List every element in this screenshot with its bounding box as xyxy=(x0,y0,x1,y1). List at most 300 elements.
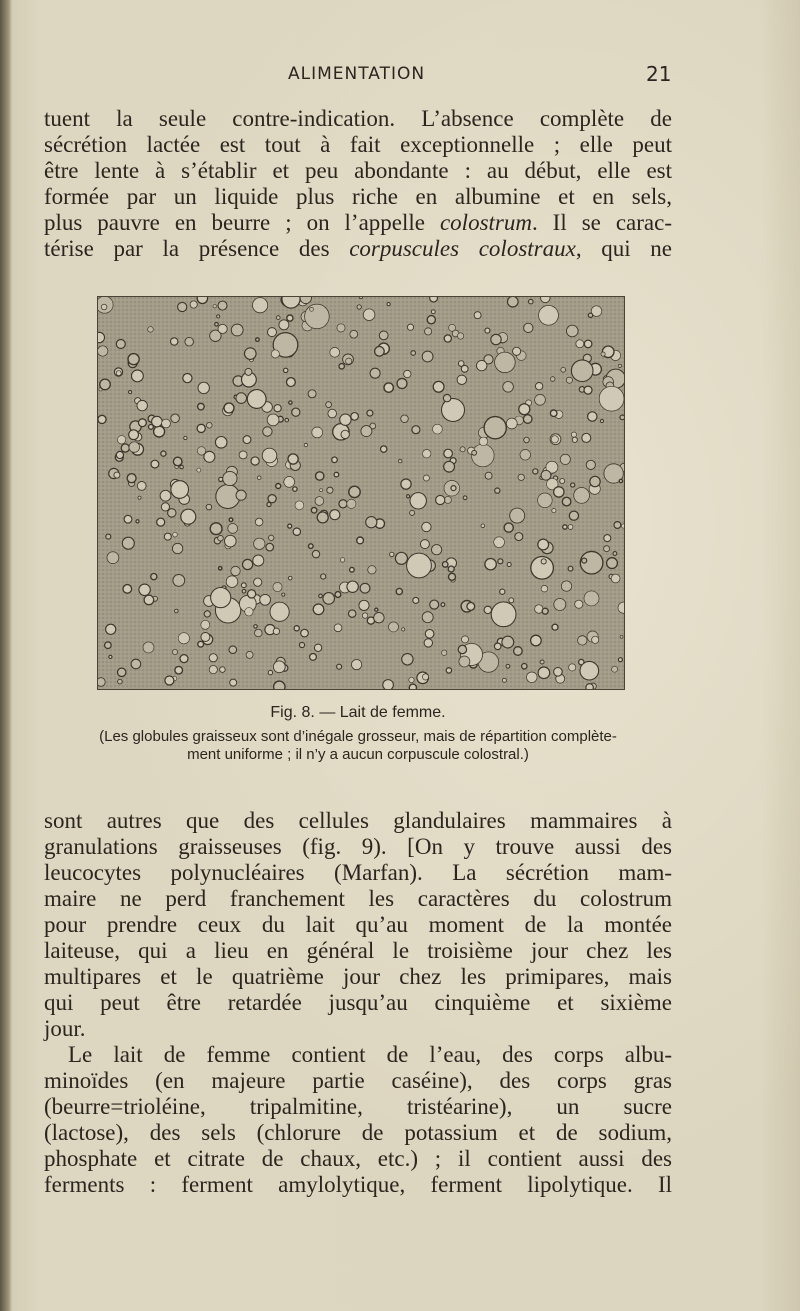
fat-globule xyxy=(410,510,415,515)
fat-globule xyxy=(173,532,178,537)
fat-globule xyxy=(313,604,324,615)
fat-globule xyxy=(467,603,475,611)
fat-globule xyxy=(607,558,618,569)
fat-globule xyxy=(472,450,477,455)
fat-globule xyxy=(390,552,394,556)
fat-globule xyxy=(352,660,362,670)
fat-globule xyxy=(569,664,576,671)
fat-globule xyxy=(185,337,194,346)
fat-globule xyxy=(288,524,292,528)
fat-globule xyxy=(285,418,289,422)
figure-label: Fig. 8. — Lait de femme. xyxy=(270,704,446,721)
fat-globule xyxy=(137,482,146,491)
fat-globule xyxy=(236,490,246,500)
fat-globule xyxy=(180,655,188,663)
fat-globule xyxy=(566,377,572,383)
fat-globule xyxy=(255,518,263,526)
fat-globule xyxy=(494,537,505,548)
fat-globule xyxy=(243,559,253,569)
fat-globule xyxy=(375,347,385,357)
fat-globule xyxy=(359,600,369,610)
fat-globule xyxy=(618,364,621,367)
fat-globule xyxy=(381,446,387,452)
fat-globule xyxy=(481,524,485,528)
fat-globule xyxy=(180,465,184,469)
fat-globule xyxy=(282,593,285,596)
fat-globule xyxy=(127,474,136,483)
fat-globule xyxy=(231,324,243,336)
fat-globule xyxy=(569,511,578,520)
fat-globule xyxy=(422,351,433,362)
fat-globule xyxy=(340,414,351,425)
term-corpuscules: corpuscules colostraux xyxy=(349,236,576,261)
fat-globule xyxy=(574,488,590,504)
fat-globule xyxy=(154,426,165,437)
fat-globule xyxy=(359,297,362,299)
fat-globule xyxy=(239,451,247,459)
fat-globule xyxy=(506,418,517,429)
fat-globule xyxy=(101,304,107,310)
fat-globule xyxy=(444,496,451,503)
fat-globule xyxy=(451,486,456,491)
fat-globule xyxy=(604,546,610,552)
fat-globule xyxy=(404,370,411,377)
fat-globule xyxy=(457,375,466,384)
fat-globule xyxy=(430,600,439,609)
text-line: pour prendre ceux du lait qu’au moment de la montée xyxy=(44,912,672,937)
fat-globule xyxy=(310,307,314,311)
fat-globule xyxy=(432,545,442,555)
fat-globule xyxy=(563,525,567,529)
fat-globule xyxy=(260,594,271,605)
fat-globule xyxy=(461,365,468,372)
fat-globule xyxy=(407,495,410,498)
fat-globule xyxy=(413,597,419,603)
fat-globule xyxy=(448,566,454,572)
fat-globule xyxy=(374,613,384,623)
fat-globule xyxy=(151,460,159,468)
fat-globule xyxy=(211,588,231,608)
fat-globule xyxy=(219,567,222,570)
fat-globule xyxy=(312,427,323,438)
fat-globule xyxy=(299,642,304,647)
fat-globule xyxy=(346,358,352,364)
fat-globule xyxy=(409,684,416,689)
term-colostrum: colostrum xyxy=(439,210,532,235)
fat-globule xyxy=(527,672,538,683)
fat-globule xyxy=(361,426,372,437)
text-run: , qui ne xyxy=(575,236,672,261)
fat-globule xyxy=(165,676,174,685)
fat-globule xyxy=(254,625,257,628)
fat-globule xyxy=(266,543,274,551)
fat-globule xyxy=(500,589,505,594)
fat-globule xyxy=(209,654,217,662)
fat-globule xyxy=(116,340,125,349)
fat-globule xyxy=(424,639,432,647)
fat-globule xyxy=(433,424,443,434)
fat-globule xyxy=(420,540,429,549)
fat-globule xyxy=(379,331,388,340)
fat-globule xyxy=(315,497,324,506)
text-line xyxy=(44,210,672,236)
fat-globule xyxy=(184,436,187,439)
fat-globule xyxy=(219,477,223,481)
fat-globule xyxy=(552,624,558,630)
fat-globule xyxy=(215,323,219,327)
fat-globule xyxy=(98,415,106,423)
fat-globule xyxy=(172,649,177,654)
fat-globule xyxy=(620,635,623,638)
text-line: qui peut être retardée jusqu’au cinquième et sixième xyxy=(44,990,672,1015)
text-line: granulations graisseuses (fig. 9). [On y trouve aussi des xyxy=(44,834,672,859)
fat-globule xyxy=(245,608,253,616)
fat-globule xyxy=(334,472,339,477)
fat-globule xyxy=(224,403,234,413)
fat-globule xyxy=(241,583,246,588)
fat-globule xyxy=(270,602,289,621)
fat-globule xyxy=(164,533,171,540)
fat-globule xyxy=(181,509,196,524)
fat-globule xyxy=(171,338,178,345)
text-line: minoïdes (en majeure partie caséine), des corps gras xyxy=(44,1068,672,1093)
fat-globule xyxy=(514,647,523,656)
fat-globule xyxy=(444,461,455,472)
fat-globule xyxy=(535,394,546,405)
fat-globule xyxy=(138,496,141,499)
fat-globule xyxy=(410,493,426,509)
fat-globule xyxy=(363,309,375,321)
fat-globule xyxy=(387,303,390,306)
fat-globule xyxy=(571,432,576,437)
fat-globule xyxy=(107,552,119,564)
fat-globule xyxy=(584,591,599,606)
fat-globule xyxy=(520,450,531,461)
fat-globule xyxy=(611,574,620,583)
fat-globule xyxy=(148,327,154,333)
fat-globule xyxy=(151,574,157,580)
running-title: ALIMENTATION xyxy=(288,64,426,84)
fat-globule xyxy=(175,609,179,613)
fat-globule xyxy=(310,654,317,661)
fat-globule xyxy=(255,629,263,637)
fat-globule xyxy=(561,367,566,372)
fat-globule xyxy=(442,399,465,422)
fat-globule xyxy=(560,454,570,464)
fat-globule xyxy=(274,681,285,689)
fat-globule xyxy=(330,347,340,357)
fat-globule xyxy=(251,457,259,465)
text-line: multipares et le quatrième jour chez les primipares, mais xyxy=(44,964,672,989)
fat-globule xyxy=(539,305,559,325)
fat-globule xyxy=(116,371,121,376)
fat-globule xyxy=(327,487,333,493)
fat-globule xyxy=(304,443,307,446)
fat-globule xyxy=(263,427,272,436)
fat-globule xyxy=(201,633,210,642)
fat-globule xyxy=(409,677,414,682)
fat-globule xyxy=(217,315,220,318)
fat-globule xyxy=(485,472,492,479)
fat-globule xyxy=(116,451,123,458)
fat-globule xyxy=(305,304,330,329)
text-line: être lente à s’établir et peu abondante : au début, elle est xyxy=(44,158,672,183)
fat-globule xyxy=(190,301,197,308)
fat-globule xyxy=(123,585,132,594)
fat-globule xyxy=(218,301,227,310)
fat-globule xyxy=(288,576,292,580)
fat-globule xyxy=(584,340,592,348)
fat-globule xyxy=(436,495,445,504)
fat-globule xyxy=(178,633,189,644)
fat-globule xyxy=(567,325,579,337)
fat-globule xyxy=(425,630,434,639)
fat-globule xyxy=(209,666,217,674)
fat-globule xyxy=(515,533,523,541)
fat-globule xyxy=(357,537,364,544)
fat-globule xyxy=(518,474,524,480)
fat-globule xyxy=(572,437,577,442)
fat-globule xyxy=(582,558,587,563)
fat-globule xyxy=(288,454,298,464)
fat-globule xyxy=(273,628,279,634)
fat-globule xyxy=(491,602,516,627)
fat-globule xyxy=(213,305,216,308)
fat-globule xyxy=(204,451,215,462)
fat-globule xyxy=(524,437,530,443)
fat-globule xyxy=(485,559,496,570)
fat-globule xyxy=(337,664,342,669)
text-line: phosphate et citrate de chaux, etc.) ; il contient aussi des xyxy=(44,1146,672,1171)
page-number: 21 xyxy=(646,62,672,86)
fat-globule xyxy=(535,383,542,390)
fat-globule xyxy=(228,524,238,534)
fat-globule xyxy=(541,470,551,480)
fat-globule xyxy=(295,501,304,510)
fat-globule xyxy=(274,405,281,412)
fat-globule xyxy=(198,403,205,410)
fat-globule xyxy=(366,517,377,528)
fat-globule xyxy=(522,664,527,669)
fat-globule xyxy=(118,668,126,676)
fat-globule xyxy=(323,593,335,605)
fat-globule xyxy=(350,330,358,338)
fat-globule xyxy=(229,646,237,654)
fat-globule xyxy=(586,684,593,689)
fat-globule xyxy=(529,299,534,304)
fat-globule xyxy=(197,424,205,432)
fat-globule xyxy=(495,352,516,373)
fat-globule xyxy=(479,437,488,446)
fat-globule xyxy=(98,332,105,342)
fat-globule xyxy=(524,323,533,332)
fat-globule xyxy=(513,347,521,355)
fat-globule xyxy=(540,660,544,664)
text-line xyxy=(44,236,672,262)
fat-globule xyxy=(340,558,344,562)
fat-globule xyxy=(236,393,247,404)
fat-globule xyxy=(491,334,501,344)
fat-globule xyxy=(533,469,538,474)
fat-globule xyxy=(248,590,256,598)
fat-globule xyxy=(422,674,428,680)
fat-globule xyxy=(262,448,277,463)
fat-globule xyxy=(220,667,226,673)
fat-globule xyxy=(316,472,324,480)
fat-globule xyxy=(267,502,271,506)
fat-globule xyxy=(301,629,309,637)
fat-globule xyxy=(401,415,409,423)
fat-globule xyxy=(444,449,453,458)
fat-globule xyxy=(271,350,279,358)
fat-globule xyxy=(407,553,432,578)
fat-globule xyxy=(459,656,470,667)
text-line: leucocytes polynucléaires (Marfan). La sécrétion mam- xyxy=(44,860,672,885)
fat-globule xyxy=(246,651,253,658)
fat-globule xyxy=(289,401,292,404)
fat-globule xyxy=(484,606,491,613)
milk-globules-illustration xyxy=(98,297,624,689)
fat-globule xyxy=(396,588,402,594)
fat-globule xyxy=(243,436,251,444)
book-spine-shadow xyxy=(0,0,12,1311)
fat-globule xyxy=(171,414,180,423)
fat-globule xyxy=(117,436,125,444)
figure-micrograph xyxy=(97,296,625,690)
fat-globule xyxy=(586,460,595,469)
fat-globule xyxy=(531,635,542,646)
fat-globule xyxy=(268,670,272,674)
fat-globule xyxy=(139,584,150,595)
fat-globule xyxy=(321,574,326,579)
fat-globule xyxy=(312,550,319,557)
fat-globule xyxy=(510,508,525,523)
fat-globule xyxy=(105,642,112,649)
fat-globule xyxy=(330,510,340,520)
fat-globule xyxy=(121,444,129,452)
fat-globule xyxy=(129,442,140,453)
fat-globule xyxy=(287,315,293,321)
fat-globule xyxy=(332,457,338,463)
fat-globule xyxy=(519,404,530,415)
fat-globule xyxy=(444,335,451,342)
fat-globule xyxy=(256,338,260,342)
fat-globule xyxy=(98,346,108,356)
fat-globule xyxy=(168,509,176,517)
fat-globule xyxy=(541,585,548,592)
fat-globule xyxy=(446,668,451,673)
fat-globule xyxy=(411,351,416,356)
fat-globule xyxy=(225,535,237,547)
fat-globule xyxy=(143,642,154,653)
fat-globule xyxy=(311,507,317,513)
fat-globule xyxy=(198,382,209,393)
fat-globule xyxy=(588,313,592,317)
fat-globule xyxy=(292,408,300,416)
fat-globule xyxy=(132,370,144,382)
fat-globule xyxy=(590,476,600,486)
fat-globule xyxy=(183,374,192,383)
fat-globule xyxy=(245,368,252,375)
text-line: (lactose), des sels (chlorure de potassium et de sodium, xyxy=(44,1120,672,1145)
fat-globule xyxy=(542,608,548,614)
fat-globule xyxy=(620,415,624,420)
fat-globule xyxy=(463,496,467,500)
fat-globule xyxy=(106,624,116,634)
fat-globule xyxy=(317,512,328,523)
fat-globule xyxy=(422,522,431,531)
fat-globule xyxy=(351,413,359,421)
fat-globule xyxy=(604,535,611,542)
fat-globule xyxy=(485,328,490,333)
figure-note-line: (Les globules graisseux sont d’inégale grosseur, mais de répartition complète- xyxy=(99,728,617,745)
fat-globule xyxy=(571,483,575,487)
fat-globule xyxy=(368,566,376,574)
fat-globule xyxy=(347,581,358,592)
text-line: sécrétion lactée est tout à fait exceptionnelle ; elle peut xyxy=(44,132,672,157)
fat-globule xyxy=(621,524,624,528)
fat-globule xyxy=(273,661,285,673)
fat-globule xyxy=(402,654,413,665)
fat-globule xyxy=(395,552,407,564)
fat-globule xyxy=(337,324,345,332)
running-head xyxy=(0,60,800,90)
fat-globule xyxy=(441,603,445,607)
fat-globule xyxy=(254,538,265,549)
fat-globule xyxy=(144,595,154,605)
fat-globule xyxy=(230,679,237,686)
fat-globule xyxy=(370,368,380,378)
fat-globule xyxy=(433,381,444,392)
fat-globule xyxy=(131,659,141,669)
fat-globule xyxy=(550,410,557,417)
fat-globule xyxy=(149,425,154,430)
fat-globule xyxy=(284,368,288,372)
fat-globule xyxy=(136,520,139,523)
fat-globule xyxy=(197,468,201,472)
text-line: laiteuse, qui a lieu en général le troisième jour chez les xyxy=(44,938,672,963)
fat-globule xyxy=(328,409,337,418)
fat-globule xyxy=(350,567,355,572)
fat-globule xyxy=(600,419,603,422)
text-line: jour. xyxy=(44,1016,86,1041)
text-run: plus pauvre en beurre ; on l’appelle xyxy=(44,210,440,235)
fat-globule xyxy=(612,666,618,672)
fat-globule xyxy=(498,559,503,564)
fat-globule xyxy=(122,537,134,549)
fat-globule xyxy=(449,573,456,580)
fat-globule xyxy=(494,643,501,650)
fat-globule xyxy=(402,628,405,631)
fat-globule xyxy=(349,610,356,617)
fat-globule xyxy=(389,622,399,632)
fat-globule xyxy=(509,598,514,603)
fat-globule xyxy=(550,377,555,382)
fat-globule xyxy=(245,348,257,360)
text-run: térise par la présence des xyxy=(44,236,350,261)
fat-globule xyxy=(367,410,373,416)
fat-globule xyxy=(129,391,132,394)
figure-caption xyxy=(44,704,672,764)
fat-globule xyxy=(173,575,185,587)
fat-globule xyxy=(538,667,550,679)
fat-globule xyxy=(613,552,617,556)
text-run: . Il se carac- xyxy=(531,210,672,235)
fat-globule xyxy=(320,489,323,492)
fat-globule xyxy=(319,594,323,598)
fat-globule xyxy=(362,613,367,618)
fat-globule xyxy=(554,599,566,611)
